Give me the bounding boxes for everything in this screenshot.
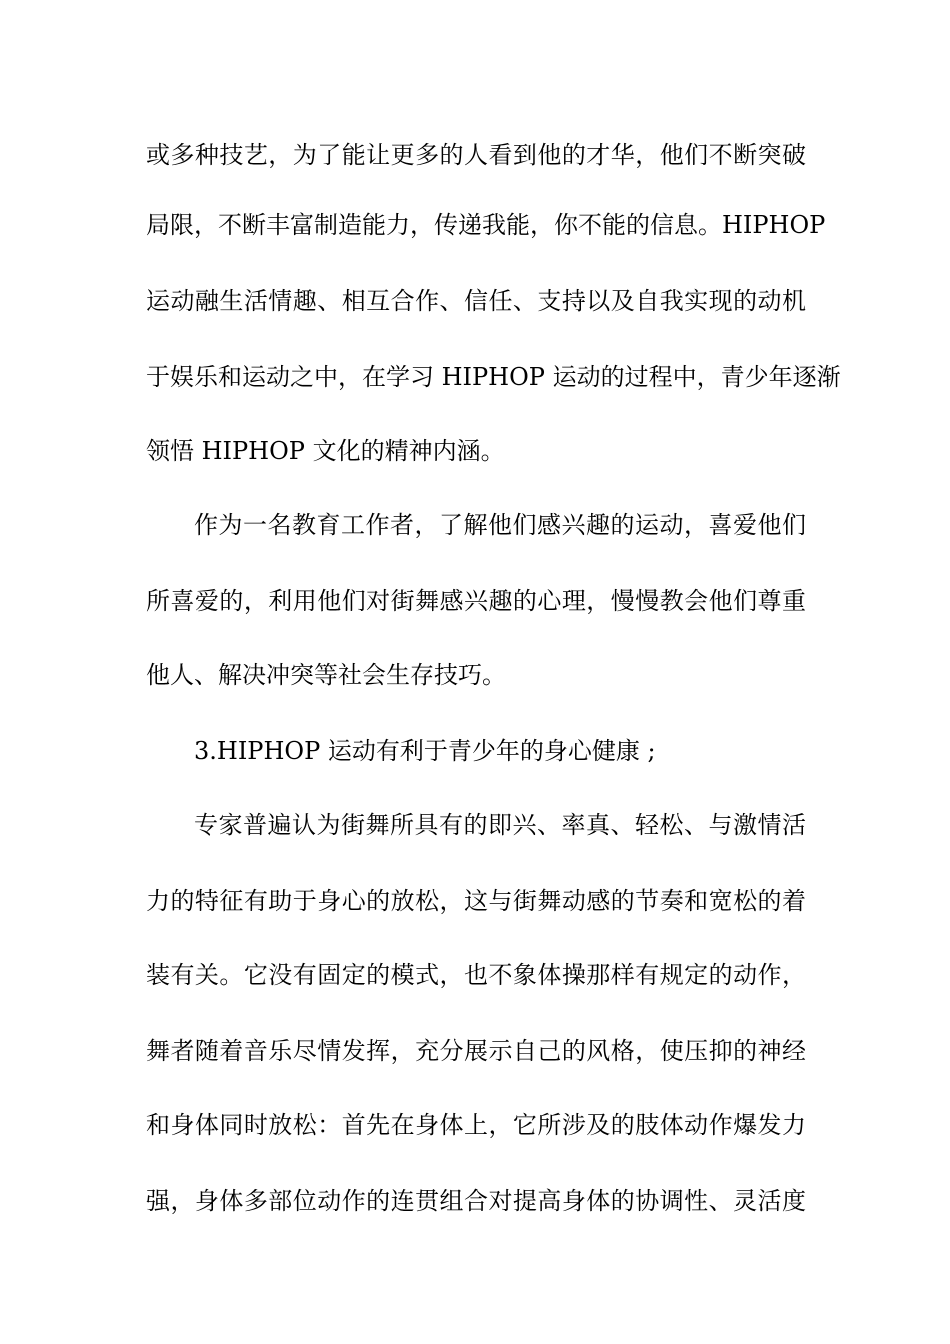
text-line: 于娱乐和运动之中，在学习 HIPHOP 运动的过程中，青少年逐渐	[146, 363, 841, 391]
text-line: 力的特征有助于身心的放松，这与街舞动感的节奏和宽松的着	[146, 887, 806, 915]
text-line: 他人、解决冲突等社会生存技巧。	[146, 661, 506, 689]
text-line: 运动融生活情趣、相互合作、信任、支持以及自我实现的动机	[146, 287, 806, 315]
text-line: 所喜爱的，利用他们对街舞感兴趣的心理，慢慢教会他们尊重	[146, 587, 806, 615]
text-line: 强，身体多部位动作的连贯组合对提高身体的协调性、灵活度	[146, 1187, 806, 1215]
text-line: 局限，不断丰富制造能力，传递我能，你不能的信息。HIPHOP	[146, 211, 826, 239]
text-line: 作为一名教育工作者，了解他们感兴趣的运动，喜爱他们	[194, 511, 806, 539]
text-line: 和身体同时放松：首先在身体上，它所涉及的肢体动作爆发力	[146, 1111, 806, 1139]
text-line: 舞者随着音乐尽情发挥，充分展示自己的风格，使压抑的神经	[146, 1037, 806, 1065]
text-line: 专家普遍认为街舞所具有的即兴、率真、轻松、与激情活	[194, 811, 806, 839]
text-line: 或多种技艺，为了能让更多的人看到他的才华，他们不断突破	[146, 141, 806, 169]
text-line: 装有关。它没有固定的模式，也不象体操那样有规定的动作，	[146, 961, 806, 989]
text-line: 领悟 HIPHOP 文化的精神内涵。	[146, 437, 505, 465]
section-heading: 3.HIPHOP 运动有利于青少年的身心健康 ;	[194, 737, 656, 765]
